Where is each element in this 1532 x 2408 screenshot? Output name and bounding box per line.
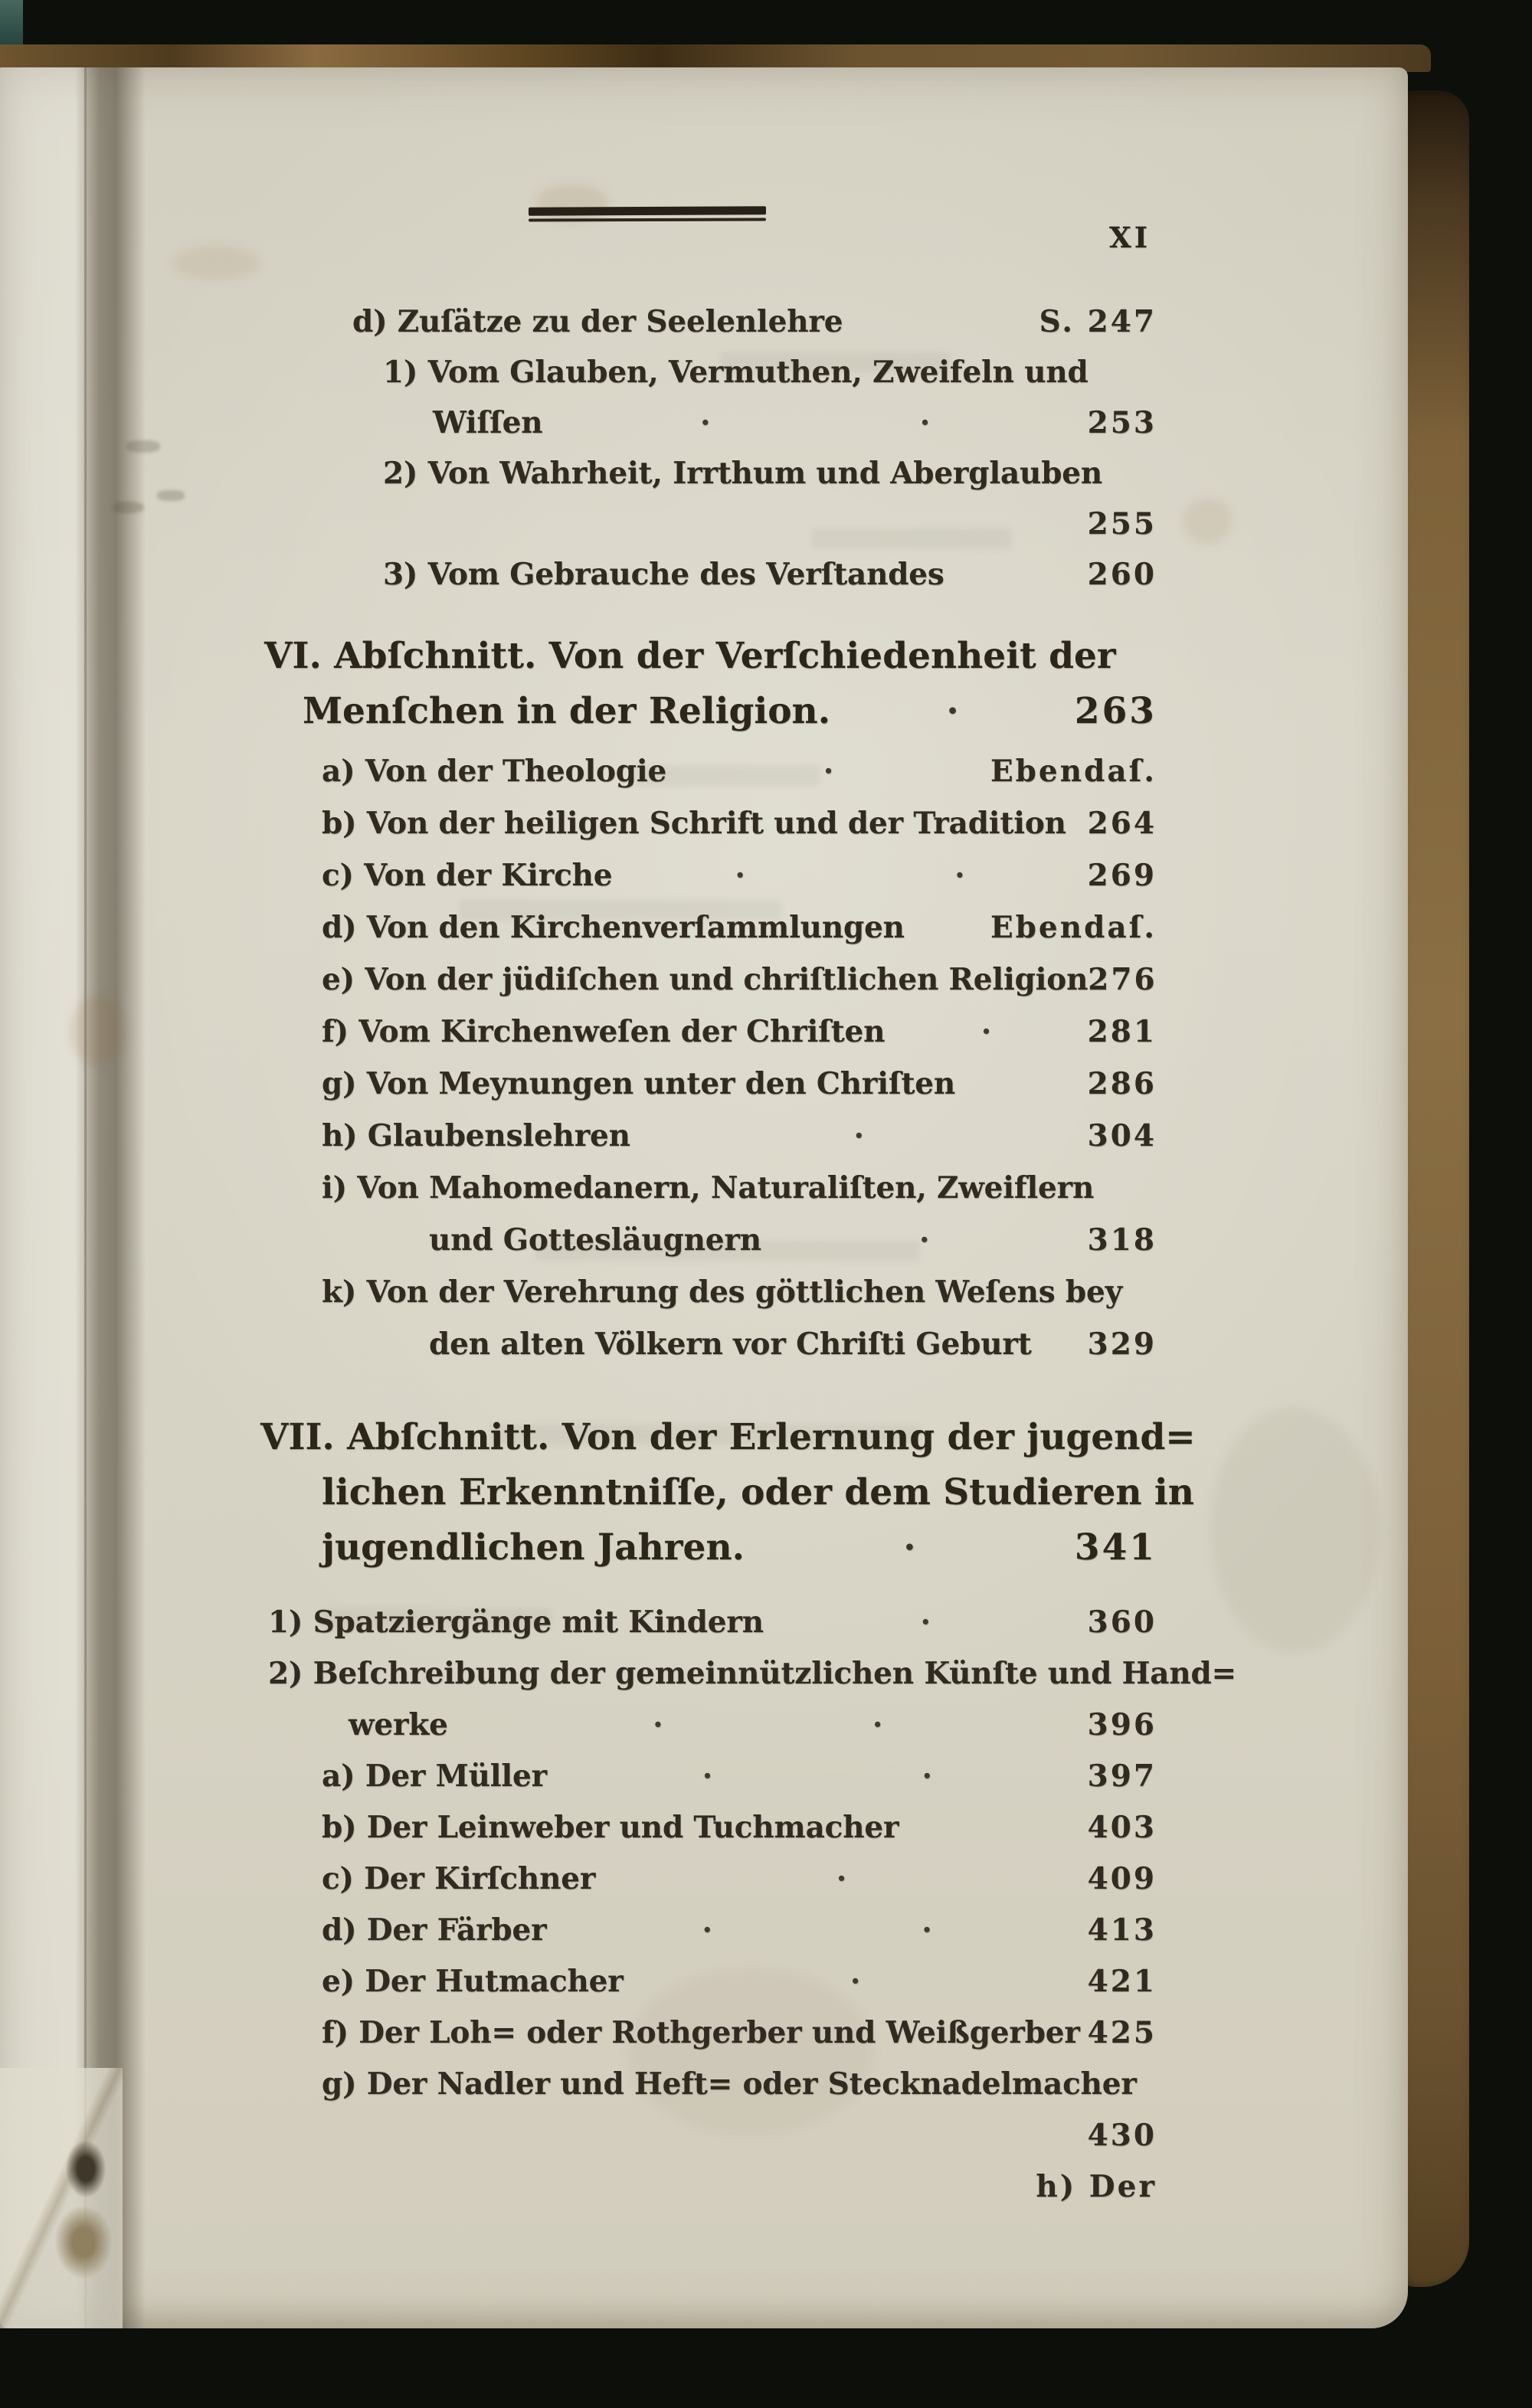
entry-text: e) Der Hutmacher [322,1964,624,1999]
toc-entry [257,1853,1157,1905]
entry-text: werke [349,1707,448,1742]
entry-page: 264 [1087,806,1157,841]
toc-entry-continuation [257,1318,1157,1370]
entry-text: b) Der Leinweber und Tuchmacher [322,1810,899,1845]
entry-page: 329 [1087,1327,1157,1362]
leader-gap [595,1853,1087,1905]
leader-gap [761,1214,1088,1266]
entry-page: 413 [1087,1912,1157,1948]
toc-entry [257,1597,1157,1648]
table-surface-strip [0,0,23,49]
leader-mark: · [946,690,959,732]
leader-gap [745,1520,1075,1575]
leader-mark: · · [653,1707,883,1742]
toc-entry [257,1266,1157,1318]
toc-entry [257,1058,1157,1110]
leader-gap [547,1751,1088,1802]
toc-entry [257,1751,1157,1802]
entry-text: g) Von Meynungen unter den Chriſten [322,1066,956,1101]
entry-page: 421 [1087,1964,1157,1999]
toc-entry [257,1648,1237,1700]
entry-text: g) Der Nadler und Heft= oder Stecknadelmacher [322,2066,1137,2102]
entry-text: f) Vom Kirchenweſen der Chriſten [322,1014,885,1049]
heading-text: Menſchen in der Religion. [303,690,831,732]
leader-mark: · [920,1605,931,1640]
entry-page: 260 [1087,557,1157,592]
heading-text: jugendlichen Jahren. [322,1526,745,1569]
toc-entry [257,901,1157,954]
leader-mark: · · [702,1759,932,1794]
entry-page: 281 [1087,1014,1157,1049]
heading-line [257,629,1157,684]
heading-text: lichen Erkenntniſſe, oder dem Studieren in [322,1471,1194,1513]
bottom-left-fold [0,2068,123,2328]
entry-page: 318 [1087,1222,1157,1258]
entry-page: Ebendaſ. [990,754,1157,789]
leader-mark: · · [699,405,931,440]
entry-text: Wiſſen [433,405,543,440]
leader-mark: · [980,1014,992,1049]
entry-page: 403 [1087,1810,1157,1845]
fox-stain [1210,1408,1379,1653]
leader-gap [542,398,1087,448]
bleed-through-mark [157,490,185,501]
entry-page: 409 [1087,1861,1157,1896]
binding-ink-blob [66,2141,106,2197]
previous-page-sliver [0,67,84,2328]
toc-entry [257,1162,1157,1214]
toc-entry [257,1905,1157,1956]
toc-entry [257,745,1157,797]
entry-text: c) Von der Kirche [322,858,613,893]
leader-gap [885,1006,1087,1058]
toc-block-continuation [257,296,1157,600]
page-content [257,207,1237,2213]
leader-mark: · [903,1526,916,1569]
section-7-heading [257,1410,1196,1575]
fox-stain [70,996,126,1066]
entry-page: 253 [1087,405,1157,440]
toc-entry [257,1802,1157,1853]
entry-text: f) Der Loh= oder Rothgerber und Weißgerber [322,2015,1080,2050]
leader-mark: · [836,1861,847,1896]
heading-line [257,1410,1196,1465]
toc-entry-continuation [257,1700,1157,1751]
fox-stain [1183,498,1232,544]
toc-entry [257,296,1157,347]
entry-text: den alten Völkern vor Chriſti Geburt [429,1327,1032,1362]
entry-text: e) Von der jüdiſchen und chriſtlichen Religion [322,962,1088,997]
heading-line [257,684,1157,739]
toc-entry [257,797,1157,849]
leader-gap [666,745,990,797]
entry-page: 304 [1087,1118,1157,1153]
divider-rule-thick [529,206,766,216]
entry-page: 276 [1088,962,1157,997]
entry-text: c) Der Kirſchner [322,1861,596,1896]
section-6-entries [257,745,1157,1370]
leader-gap [830,684,1075,739]
leader-gap [630,1110,1088,1162]
toc-entry [257,1956,1157,2007]
entry-page: 360 [1087,1605,1157,1640]
toc-entry [257,347,1157,398]
leader-mark: · [823,754,834,789]
entry-page: 397 [1087,1759,1157,1794]
toc-entry [257,1006,1157,1058]
entry-text: 1) Vom Glauben, Vermuthen, Zweifeln und [383,355,1088,390]
divider-rule [529,207,766,221]
bleed-through-mark [113,502,144,513]
entry-page: 396 [1087,1707,1157,1742]
entry-text: d) Zuſätze zu der Seelenlehre [352,304,843,339]
toc-entry-pagenum-only [257,499,1157,549]
heading-text: VI. Abſchnitt. Von der Verſchiedenheit der [264,635,1116,677]
toc-entry [257,849,1157,901]
leader-mark: · [919,1222,930,1258]
leader-mark: · [853,1118,864,1153]
toc-entry [257,2059,1157,2110]
entry-page: 430 [1087,2118,1157,2153]
entry-text: h) Glaubenslehren [322,1118,630,1153]
leader-gap [546,1905,1087,1956]
section-7-entries [257,1597,1237,2213]
fox-stain [172,245,260,280]
entry-text: b) Von der heiligen Schrift und der Tradition [322,806,1066,841]
entry-page: S. 247 [1039,304,1157,339]
gutter-shadow [75,67,146,2328]
entry-text: 3) Vom Gebrauche des Verſtandes [383,557,944,592]
leader-mark: · · [702,1912,932,1948]
entry-page: 269 [1087,858,1157,893]
toc-entry [257,549,1157,600]
heading-line [257,1465,1194,1520]
entry-text: 1) Spatziergänge mit Kindern [268,1605,764,1640]
toc-entry-pagenum-only [257,2110,1157,2161]
heading-text: VII. Abſchnitt. Von der Erlernung der jugend= [260,1416,1196,1458]
entry-page: Ebendaſ. [990,910,1157,945]
toc-entry [257,448,1157,499]
leader-gap [624,1956,1088,2007]
entry-text: 2) Von Wahrheit, Irrthum und Aberglauben [383,456,1103,491]
leader-gap [612,849,1087,901]
entry-text: a) Der Müller [322,1759,547,1794]
entry-text: a) Von der Theologie [322,754,667,789]
entry-text: d) Der Färber [322,1912,547,1948]
entry-page: 255 [1087,506,1157,541]
entry-text: i) Von Mahomedanern, Naturaliſten, Zweiflern [322,1170,1095,1206]
heading-line [257,1520,1157,1575]
catchword-line [257,2161,1157,2213]
heading-page: 341 [1074,1526,1157,1569]
entry-text: und Gottesläugnern [429,1222,761,1258]
binding-wax-blob [55,2206,112,2279]
entry-page: 286 [1087,1066,1157,1101]
entry-text: 2) Beſchreibung der gemeinnützlichen Künſte und Hand= [268,1656,1237,1691]
bleed-through-mark [126,440,160,453]
leader-mark: · [849,1964,861,1999]
heading-page: 263 [1074,690,1157,732]
toc-entry-continuation [257,398,1157,448]
toc-entry-continuation [257,1214,1157,1266]
catchword: h) Der [1036,2169,1157,2204]
leader-gap [764,1597,1088,1648]
entry-text: d) Von den Kirchenverſammlungen [322,910,905,945]
toc-entry [257,2007,1157,2059]
toc-entry [257,1110,1157,1162]
leader-gap [448,1700,1088,1751]
page-number: XI [1108,221,1151,254]
entry-page: 425 [1087,2015,1157,2050]
divider-rule-thin [529,218,766,221]
entry-text: k) Von der Verehrung des göttlichen Weſens bey [322,1274,1123,1310]
book-page [0,67,1408,2328]
section-6-heading [257,629,1157,739]
toc-entry [257,954,1157,1006]
leader-mark: · · [735,858,965,893]
